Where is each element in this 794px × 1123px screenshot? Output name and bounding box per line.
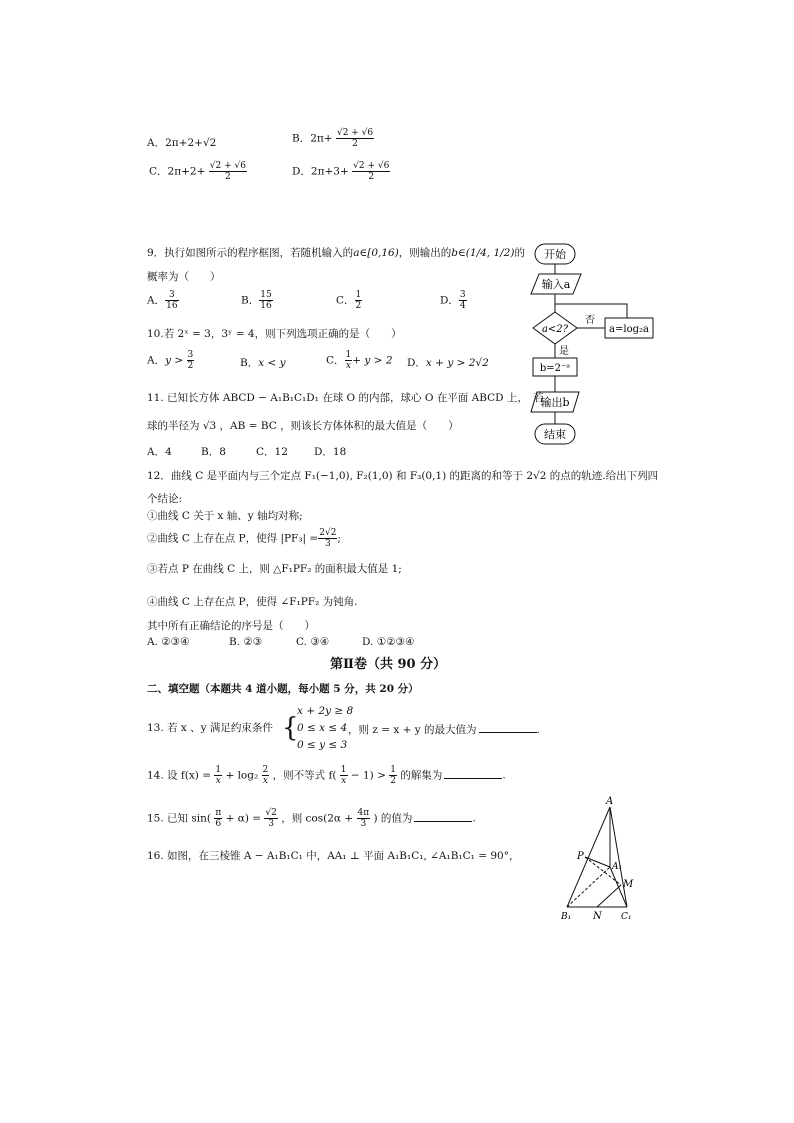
q11-stem-line1: 11. 已知长方体 ABCD − A₁B₁C₁D₁ 在球 O 的内部，球心 O 在平面 ABCD 上， 若	[147, 392, 544, 404]
q8-option-c: C．2π+2+ $\frac{√2 + √6}{2}$	[149, 161, 246, 182]
q12-conclusion-3: ③若点 P 在曲线 C 上，则 △F₁PF₂ 的面积最大值是 1;	[147, 563, 402, 575]
q12-conclusion-1: ①曲线 C 关于 x 轴、y 轴均对称;	[147, 510, 303, 522]
q12-conclusion-4: ④曲线 C 上存在点 P，使得 ∠F₁PF₂ 为钝角.	[147, 596, 358, 608]
edge-a-c1	[610, 807, 627, 907]
flow-end-label: 结束	[544, 428, 566, 441]
flowchart	[515, 240, 675, 450]
q12-conclusion-2: ②曲线 C 上存在点 P，使得 |PF₃| = $\frac{2√2}{3}$ ;	[147, 528, 341, 549]
q10-stem: 10.若 2ˣ = 3，3ʸ = 4，则下列选项正确的是（ ）	[147, 328, 402, 340]
flow-yes-label: 是	[559, 346, 569, 357]
q13-constraint-3: 0 ≤ y ≤ 3	[297, 739, 348, 751]
flow-input-label: 输入a	[541, 278, 571, 291]
q11-option-a: A．4	[147, 446, 172, 458]
q12-stem-line1: 12．曲线 C 是平面内与三个定点 F₁(−1,0), F₂(1,0) 和 F₃(0,1) 的距离的和等于 2√2 的点的轨迹.给出下列四	[147, 470, 659, 482]
q13-pre: 13. 若 x 、y 满足约束条件	[147, 722, 273, 734]
q15-answer-blank[interactable]	[414, 811, 472, 822]
q9-option-b: B． $\frac{15}{16}$	[241, 290, 272, 311]
segment-p-a1	[585, 857, 610, 867]
q13-constraint-2: 0 ≤ x ≤ 4	[297, 722, 348, 734]
q16-stem: 16. 如图，在三棱锥 A − A₁B₁C₁ 中，AA₁ ⊥ 平面 A₁B₁C₁, ∠A₁B₁C₁ = 90°，	[147, 850, 520, 862]
q10-option-b: B．x < y	[240, 357, 286, 369]
q12-option-b: B. ②③	[229, 636, 263, 648]
q8-option-d: D．2π+3+ $\frac{√2 + √6}{2}$	[292, 161, 390, 182]
q12-stem-line2: 个结论:	[147, 493, 183, 505]
q9-stem: 9．执行如图所示的程序框图，若随机输入的a∈[0,16)，则输出的b∈(1/4, 1/2)的	[147, 247, 525, 259]
label-a1: A₁	[612, 862, 623, 872]
flow-assign-label: a=log₂a	[609, 324, 649, 335]
q13-constraint-1: x + 2y ≥ 8	[297, 705, 354, 717]
label-p: P	[577, 851, 584, 862]
q9-stem-line2: 概率为（ ）	[147, 271, 221, 283]
q10-option-d: D．x + y > 2√2	[407, 357, 489, 369]
section-title: 二、填空题（本题共 4 道小题，每小题 5 分，共 20 分）	[147, 683, 419, 695]
q12-option-a: A. ②③④	[147, 636, 190, 648]
q13-answer-blank[interactable]	[479, 722, 537, 733]
flow-start-label: 开始	[544, 248, 566, 261]
label-a: A	[606, 796, 614, 807]
q8-option-a: A．2π+2+√2	[147, 137, 217, 149]
q10-option-c: C． $\frac{1}{x}$ + y > 2	[326, 350, 393, 371]
q8-option-b: B．2π+ $\frac{√2 + √6}{2}$	[292, 128, 374, 149]
q11-option-b: B．8	[201, 446, 226, 458]
q13-post: ，则 z = x + y 的最大值为 .	[348, 724, 540, 736]
label-c1: C₁	[621, 912, 632, 922]
q11-option-c: C．12	[256, 446, 288, 458]
q10-option-a: A．y > $\frac{3}{2}$	[147, 350, 194, 371]
q14-answer-blank[interactable]	[444, 768, 502, 779]
tetrahedron-figure	[555, 795, 645, 925]
edge-a-b1	[567, 807, 610, 907]
q9-option-c: C． $\frac{1}{2}$	[336, 290, 362, 311]
flow-condition-label: a<2?	[541, 324, 569, 335]
q8-b-fraction: $\frac{√2 + √6}{2}$	[336, 128, 374, 149]
q9-option-a: A． $\frac{3}{16}$	[147, 290, 178, 311]
flow-calc-label: b=2⁻ᵃ	[539, 363, 571, 374]
q8-c-fraction: $\frac{√2 + √6}{2}$	[209, 161, 246, 182]
label-b1: B₁	[561, 912, 572, 922]
q12-option-d: D. ①②③④	[362, 636, 415, 648]
label-n: N	[593, 911, 602, 922]
q12-option-c: C. ③④	[296, 636, 330, 648]
q12-ask: 其中所有正确结论的序号是（ ）	[147, 620, 315, 632]
q11-stem-line2: 球的半径为 √3 ，AB = BC ，则该长方体体积的最大值是（ ）	[147, 420, 459, 432]
segment-n-m	[597, 885, 621, 907]
flow-output-label: 输出b	[540, 396, 570, 409]
q9-option-d: D． $\frac{3}{4}$	[440, 290, 466, 311]
q15-stem: 15. 已知 sin( $\frac{\pi}{6}$ + α) = $\frac{√2}{3}$ ，则 cos(2α + $\frac{4\pi}{3}$ ) 的值为 .	[147, 808, 476, 829]
part2-title: 第Ⅱ卷（共 90 分）	[330, 657, 447, 672]
q13-brace: {	[282, 713, 299, 743]
label-m: M	[623, 879, 634, 890]
flow-no-label: 否	[585, 315, 595, 326]
q14-stem: 14. 设 f(x) = $\frac{1}{x}$ + log₂ $\frac{2}{x}$ ，则不等式 f( $\frac{1}{x}$ − 1) > $\frac{1}{2}$ 的解集为 .	[147, 765, 506, 786]
q11-option-d: D．18	[314, 446, 347, 458]
q8-d-fraction: $\frac{√2 + √6}{2}$	[353, 161, 390, 182]
